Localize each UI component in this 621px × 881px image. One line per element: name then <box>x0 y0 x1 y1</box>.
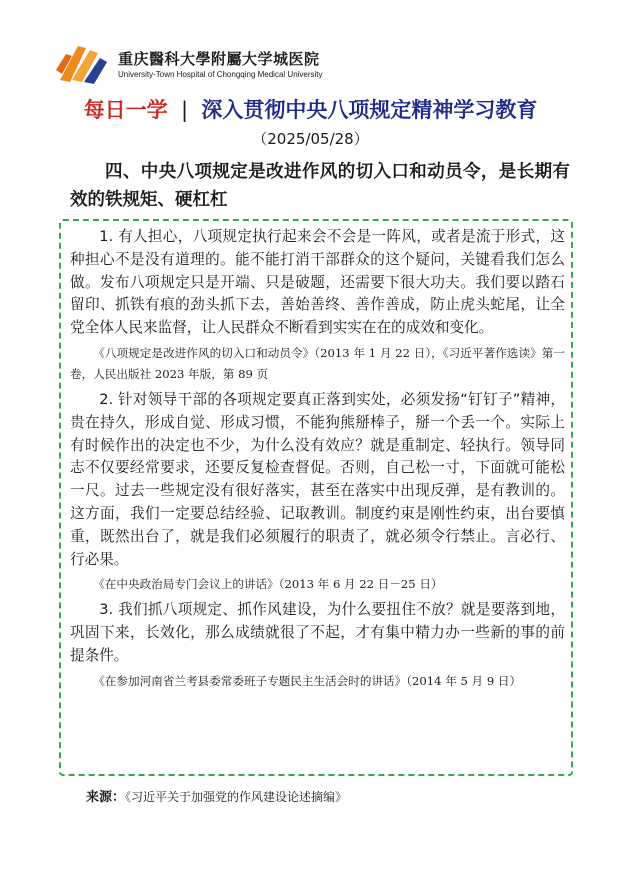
hospital-name-cn: 重庆醫科大學附屬大学城医院 <box>118 50 320 68</box>
title-separator: | <box>180 98 189 122</box>
quote-citation-3: 《在参加河南省兰考县委常委班子专题民主生活会时的讲话》（2014 年 5 月 9 日） <box>93 673 522 688</box>
quote-citation-1: 《八项规定是改进作风的切入口和动员令》（2013 年 1 月 22 日），《习近平著作选读》第一卷，人民出版社 2023 年版，第 89 页 <box>70 345 565 381</box>
source-label: 来源： <box>86 790 126 805</box>
source-title: 《习近平关于加强党的作风建设论述摘编》 <box>125 790 348 804</box>
quote-paragraph-3: 3. 我们抓八项规定、抓作风建设，为什么要扭住不放？就是要落到地，巩固下来，长效化，那么成绩就很了不起，才有集中精力办一些新的事的前提条件。 <box>70 601 565 664</box>
hospital-header <box>56 40 356 88</box>
page-title <box>0 94 621 124</box>
source-line <box>86 786 347 805</box>
quote-paragraph-2: 2. 针对领导干部的各项规定要真正落到实处，必须发扬“钉钉子”精神，贵在持久，形成自觉、形成习惯，不能狗熊掰棒子，掰一个丢一个。实际上有时候作出的决定也不少，为什么没有效应？就是重制定、轻执行。领导同志不仅要经常要求，还要反复检查督促。否则，自己松一寸，下面就可能松一尺。过去一些规定没有很好落实，甚至在落实中出现反弹，是有教训的。这方面，我们一定要总结经验、记取教训。制度约束是刚性约束，出台要慎重，既然出台了，就是我们必须履行的职责了，就必须令行禁止。言必行、行必果。 <box>70 390 565 568</box>
hospital-name-en: University-Town Hospital of Chongqing Medical University <box>118 70 323 79</box>
publish-date: （2025/05/28） <box>252 130 369 148</box>
quote-paragraph-1: 1. 有人担心，八项规定执行起来会不会是一阵风，或者是流于形式，这种担心不是没有道理的。能不能打消干部群众的这个疑问，关键看我们怎么做。发布八项规定只是开端、只是破题，还需要下很大功夫。我们要以踏石留印、抓铁有痕的劲头抓下去，善始善终、善作善成，防止虎头蛇尾，让全党全体人民来监督，让人民群众不断看到实实在在的成效和变化。 <box>70 228 565 337</box>
section-heading: 四、中央八项规定是改进作风的切入口和动员令，是长期有效的铁规矩、硬杠杠 <box>70 162 570 210</box>
hospital-logo-icon <box>56 40 108 84</box>
quote-content <box>70 226 565 696</box>
quote-citation-2: 《在中央政治局专门会议上的讲话》（2013 年 6 月 22 日－25 日） <box>93 577 443 592</box>
title-main: 深入贯彻中央八项规定精神学习教育 <box>201 98 538 122</box>
title-prefix: 每日一学 <box>83 98 168 122</box>
